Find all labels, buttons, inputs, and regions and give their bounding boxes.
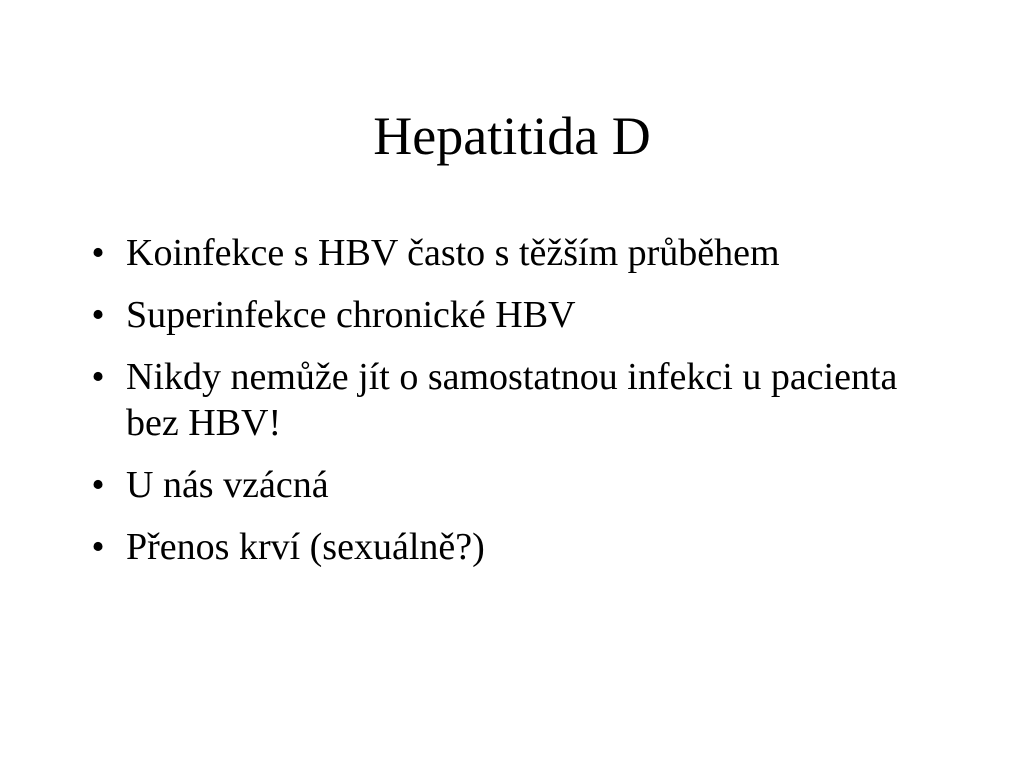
bullet-marker: • — [91, 232, 105, 274]
bullet-item — [84, 230, 954, 276]
bullet-marker: • — [91, 526, 105, 568]
bullet-item — [84, 292, 954, 338]
bullet-item — [84, 524, 954, 570]
bullet-text: Přenos krví (sexuálně?) — [126, 526, 485, 568]
bullet-list — [84, 230, 954, 586]
slide-title: Hepatitida D — [373, 106, 651, 166]
bullet-item — [84, 462, 954, 508]
bullet-marker: • — [91, 294, 105, 336]
bullet-text: Koinfekce s HBV často s těžším průběhem — [126, 232, 780, 274]
bullet-item — [84, 354, 954, 446]
bullet-text: U nás vzácná — [126, 464, 329, 506]
bullet-text: Superinfekce chronické HBV — [126, 294, 576, 336]
bullet-marker: • — [91, 356, 105, 398]
bullet-text: Nikdy nemůže jít o samostatnou infekci u pacienta bez HBV! — [126, 356, 898, 444]
bullet-marker: • — [91, 464, 105, 506]
